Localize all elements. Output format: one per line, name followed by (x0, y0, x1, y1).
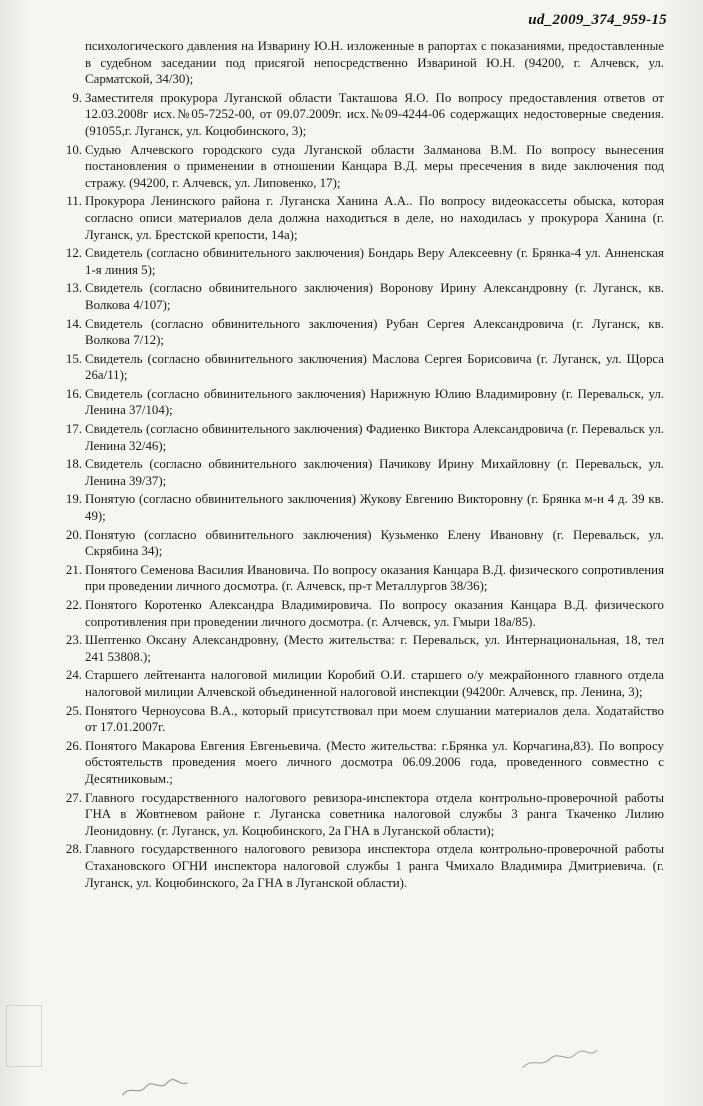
item-text: Прокурора Ленинского района г. Луганска Ханина А.А.. По вопросу видеокассеты обыска, которая согласно описи материалов дела должна находиться в деле, но находилась у прокурора Ханина (г. Луганск, ул. Брестской крепости, 14а); (85, 194, 664, 242)
item-number: 23. (65, 633, 82, 648)
item-number: 22. (65, 598, 82, 612)
item-number: 16. (65, 386, 82, 401)
item-number: 18. (65, 457, 82, 472)
item-text: Главного государственного налогового ревизора-инспектора отдела контрольно-проверочной работы ГНА в Жовтневом районе г. Луганска советника налоговой службы 3 ранга Ткаченко Лилию Леонидовну. (г. Луганск, ул. Коцюбинского, 2а ГНА в Луганской области); (85, 790, 664, 838)
item-text: Понятого Семенова Василия Ивановича. По вопросу оказания Канцара В.Д. физического сопротивления при проведении личного досмотра. (г. Алчевск, пр-т Металлургов 38/36); (85, 562, 664, 594)
item-text: Свидетель (согласно обвинительного заключения) Рубан Сергея Александровича (г. Луганск, кв. Волкова 7/12); (85, 316, 664, 348)
list-item (46, 491, 664, 524)
item-number: 14. (65, 316, 82, 331)
item-number: 28. (65, 842, 82, 857)
list-item (46, 790, 664, 840)
item-text: Понятого Макарова Евгения Евгеньевича. (Место жительства: г.Брянка ул. Корчагина,83). По вопросу обстоятельств проведения моего личного досмотра 06.09.2006 года, проведенного совместно с Десятниковым.; (85, 738, 664, 786)
list-item (46, 245, 664, 278)
item-number: 11. (66, 194, 82, 209)
item-text: Понятого Коротенко Александра Владимировича. По вопросу оказания Канцара В.Д. физического сопротивления при проведении личного досмотра. (г. Алчевск, ул. Гмыри 18а/85). (85, 598, 664, 629)
item-text: Главного государственного налогового ревизора инспектора отдела контрольно-проверочной работы Стахановского ОГНИ инспектора налоговой службы 1 ранга Чмихало Владимира Дмитриевича. (г. Луганск, ул. Коцюбинского, 2а ГНА в Луганской области). (85, 842, 664, 890)
item-text: Понятую (согласно обвинительного заключения) Жукову Евгению Викторовну (г. Брянка м-н 4 д. 39 кв. 49); (85, 492, 664, 524)
item-number: 13. (65, 281, 82, 296)
item-text: Шептенко Оксану Александровну, (Место жительства: г. Перевальск, ул. Интернациональная, 18, тел 241 53808.); (85, 633, 664, 664)
item-number: 10. (65, 142, 82, 157)
signature-scribble (119, 1076, 190, 1099)
item-text: Старшего лейтенанта налоговой милиции Коробий О.И. старшего о/у межрайонного главного отдела налоговой милиции Алчевской объединенной налоговой инспекции (94200г. Алчевск, пр. Ленина, 3); (85, 668, 664, 699)
list-item (46, 632, 664, 665)
item-text: Свидетель (согласно обвинительного заключения) Маслова Сергея Борисовича (г. Луганск, ул. Щорса 26а/11); (85, 351, 664, 383)
list-item (46, 142, 664, 192)
item-text: Свидетель (согласно обвинительного заключения) Бондарь Веру Алексеевну (г. Брянка-4 ул. Анненская 1-я линия 5); (85, 246, 664, 277)
list-item (46, 193, 664, 243)
item-text: психологического давления на Изварину Ю.Н. изложенные в рапортах с показаниями, предоставленные в судебном заседании под присягой непосредственно Извариной Ю.Н. (94200, г. Алчевск, ул. Сарматской, 34/30); (85, 39, 664, 87)
item-number: 24. (65, 668, 82, 683)
list-item (46, 316, 664, 349)
handwritten-signature (119, 1076, 191, 1102)
item-number: 9. (72, 90, 82, 105)
handwritten-mark (519, 1046, 601, 1075)
list-item (46, 421, 664, 454)
list-item (46, 456, 664, 489)
list-item (46, 527, 664, 560)
list-item (46, 841, 664, 891)
list-item (46, 386, 664, 419)
item-number: 27. (65, 790, 82, 805)
item-number: 15. (65, 351, 82, 366)
handwritten-scribble (519, 1046, 600, 1072)
item-number: 17. (65, 422, 82, 437)
stamp-remnant (6, 1005, 42, 1067)
list-item (46, 667, 664, 700)
list-item (46, 38, 664, 88)
item-text: Свидетель (согласно обвинительного заключения) Пачикову Ирину Михайловну (г. Перевальск, ул. Ленина 39/37); (85, 457, 664, 488)
item-text: Понятую (согласно обвинительного заключения) Кузьменко Елену Ивановну (г. Перевальск, ул. Скрябина 34); (85, 527, 664, 559)
item-text: Понятого Черноусова В.А., который присутствовал при моем слушании материалов дела. Ходатайство от 17.01.2007г. (85, 703, 664, 735)
item-number: 12. (65, 246, 82, 261)
item-text: Судью Алчевского городского суда Луганской области Залманова В.М. По вопросу вынесения постановления о применении в отношении Канцара В.Д. меры пресечения в виде заключения под стражу. (94200, г. Алчевск, ул. Липовенко, 17); (85, 142, 664, 190)
list-item (46, 703, 664, 736)
list-item (46, 562, 664, 595)
list-item (46, 280, 664, 313)
item-text: Свидетель (согласно обвинительного заключения) Нарижную Юлию Владимировну (г. Перевальск, ул. Ленина 37/104); (85, 386, 664, 418)
document-id: ud_2009_374_959-15 (528, 12, 667, 28)
list-item (46, 738, 664, 788)
item-text: Свидетель (согласно обвинительного заключения) Воронову Ирину Александровну (г. Луганск, кв. Волкова 4/107); (85, 281, 664, 312)
witness-list (46, 38, 664, 893)
list-item (46, 351, 664, 384)
item-text: Свидетель (согласно обвинительного заключения) Фадиенко Виктора Александровича (г. Перевальск ул. Ленина 32/46); (85, 422, 664, 453)
list-item (46, 90, 664, 140)
item-number: 20. (65, 527, 82, 542)
list-item (46, 597, 664, 630)
item-text: Заместителя прокурора Луганской области Такташова Я.О. По вопросу предоставления ответов от 12.03.2008г исх.№05-7252-00, от 09.07.2009г. исх.№09-4244-06 содержащих недостоверные сведения. (91055,г. Луганск, ул. Коцюбинского, 3); (85, 90, 664, 138)
item-number: 19. (65, 492, 82, 507)
item-number: 21. (65, 562, 82, 577)
item-number: 26. (65, 738, 82, 753)
item-number: 25. (65, 703, 82, 718)
